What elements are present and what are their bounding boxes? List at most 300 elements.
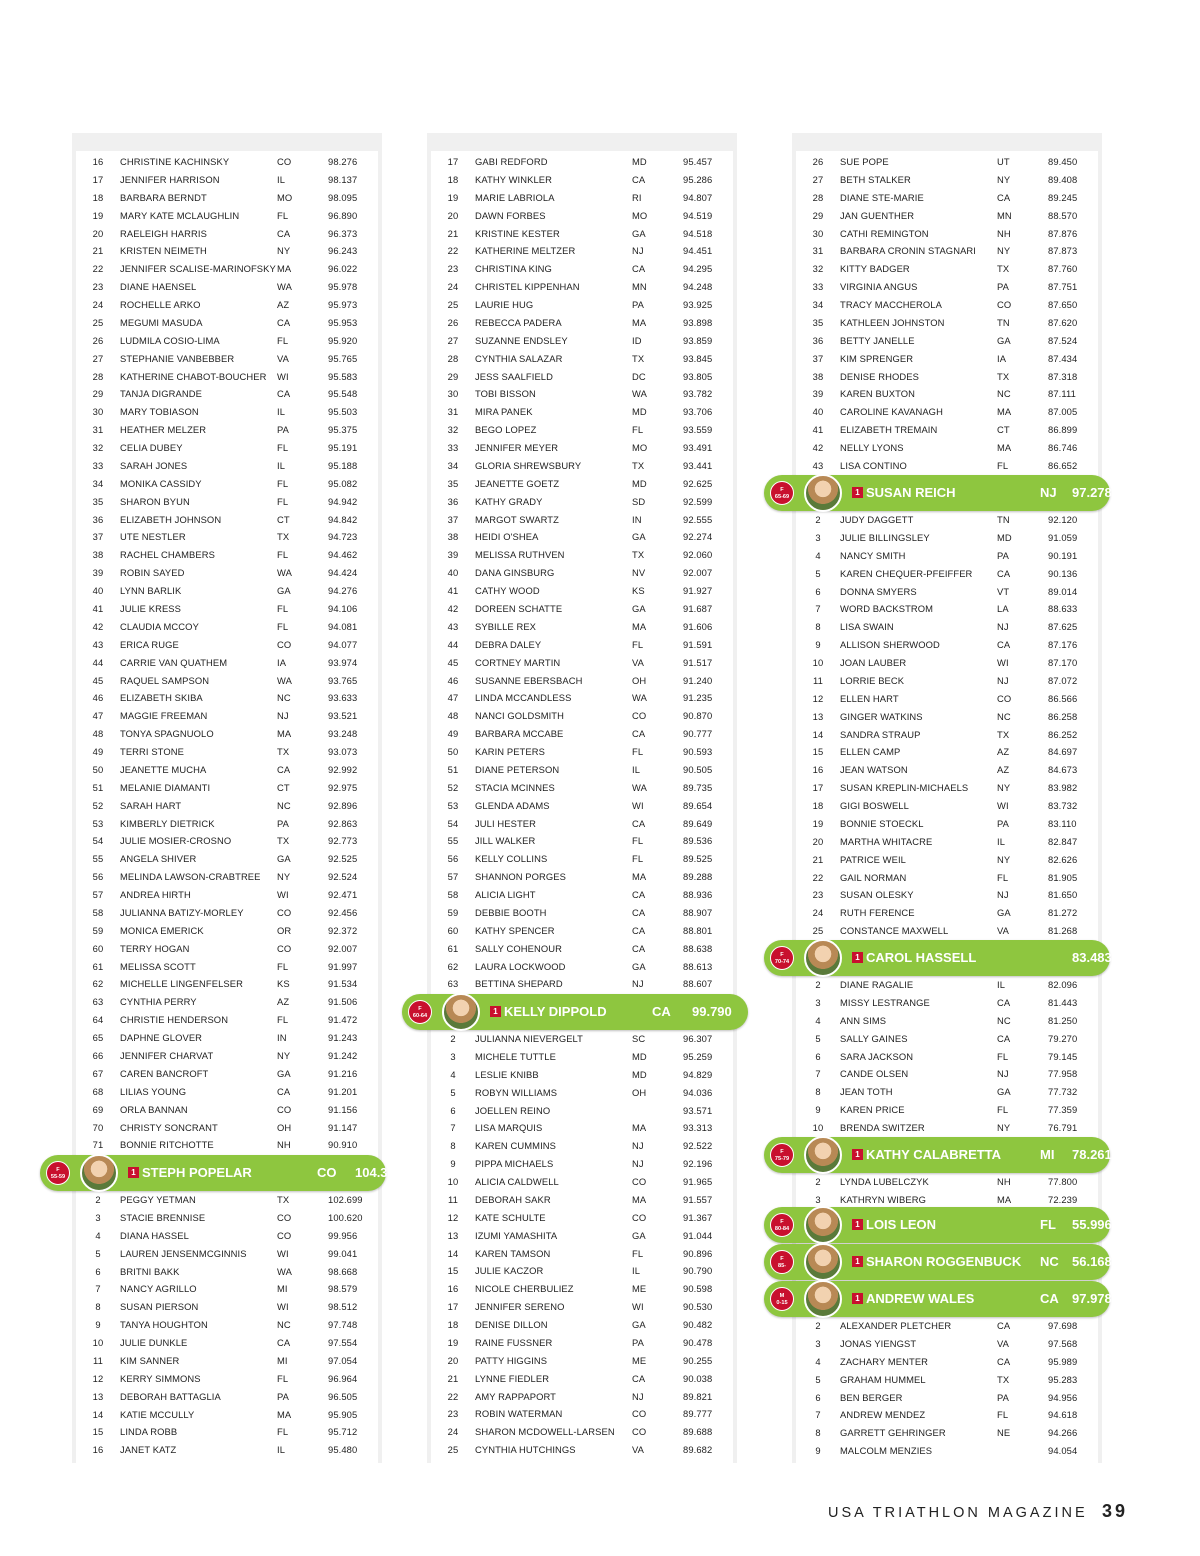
place-number: 20 xyxy=(812,835,824,847)
score: 96.307 xyxy=(683,1033,713,1044)
athlete-name: WORD BACKSTROM xyxy=(840,603,934,615)
state: CA xyxy=(997,1355,1011,1367)
athlete-name: LUDMILA COSIO-LIMA xyxy=(120,334,220,346)
athlete-name: KATHY SPENCER xyxy=(475,924,555,936)
score: 87.751 xyxy=(1048,281,1078,293)
place-number: 4 xyxy=(815,549,821,561)
place-number: 18 xyxy=(447,1319,459,1331)
athlete-name: ROCHELLE ARKO xyxy=(120,299,201,311)
result-row xyxy=(796,278,1098,296)
first-place-marker: 1 xyxy=(852,1149,863,1160)
score: 92.007 xyxy=(683,567,713,579)
score: 89.014 xyxy=(1048,585,1078,597)
winner-name: ANDREW WALES xyxy=(866,1291,975,1306)
winner-name: SHARON ROGGENBUCK xyxy=(866,1254,1022,1269)
result-row xyxy=(431,171,733,189)
state: NJ xyxy=(997,1068,1009,1080)
athlete-name: RACHEL CHAMBERS xyxy=(120,549,215,561)
state: NH xyxy=(997,227,1011,239)
score: 97.568 xyxy=(1048,1337,1078,1349)
state: CO xyxy=(277,942,292,954)
result-row xyxy=(431,403,733,421)
athlete-name: KATHY GRADY xyxy=(475,495,543,507)
result-row xyxy=(431,314,733,332)
result-row xyxy=(76,1101,378,1119)
score: 91.367 xyxy=(683,1211,713,1223)
place-number: 37 xyxy=(812,352,824,364)
place-number: 29 xyxy=(92,388,104,400)
state: CA xyxy=(277,388,291,400)
place-number: 63 xyxy=(447,978,459,990)
state: NC xyxy=(997,710,1011,722)
score: 87.620 xyxy=(1048,316,1078,328)
place-number: 14 xyxy=(92,1408,104,1420)
state: MI xyxy=(277,1354,288,1366)
athlete-photo xyxy=(804,1280,842,1318)
state: CA xyxy=(277,227,291,239)
score: 89.735 xyxy=(683,781,713,793)
state: IL xyxy=(997,979,1006,990)
state: GA xyxy=(277,585,291,597)
result-row xyxy=(431,1262,733,1280)
score: 81.905 xyxy=(1048,871,1078,883)
athlete-name: JENNIFER HARRISON xyxy=(120,173,220,185)
result-row xyxy=(796,833,1098,851)
state: TX xyxy=(277,746,290,758)
result-row xyxy=(431,1370,733,1388)
result-row xyxy=(76,1316,378,1334)
state: CT xyxy=(277,781,290,793)
place-number: 11 xyxy=(448,1193,458,1205)
state: IL xyxy=(997,835,1006,847)
place-number: 17 xyxy=(812,782,824,794)
result-row xyxy=(796,600,1098,618)
state: FL xyxy=(277,960,289,972)
state: IL xyxy=(277,406,286,418)
age-group-badge: F 70-74 xyxy=(770,946,794,970)
score: 83.732 xyxy=(1048,800,1078,812)
state: MA xyxy=(997,1193,1012,1205)
score: 89.682 xyxy=(683,1444,713,1456)
result-row xyxy=(796,457,1098,475)
result-row xyxy=(431,564,733,582)
result-row xyxy=(431,1209,733,1227)
athlete-name: DAWN FORBES xyxy=(475,209,546,221)
place-number: 9 xyxy=(95,1319,101,1331)
athlete-name: PEGGY YETMAN xyxy=(120,1194,196,1205)
result-row xyxy=(796,1030,1098,1048)
place-number: 5 xyxy=(450,1086,456,1098)
result-row xyxy=(796,547,1098,565)
place-number: 36 xyxy=(447,495,459,507)
athlete-name: SUSAN KREPLIN-MICHAELS xyxy=(840,782,969,794)
place-number: 52 xyxy=(92,799,104,811)
result-row xyxy=(76,546,378,564)
place-number: 2 xyxy=(815,1320,821,1331)
place-number: 42 xyxy=(812,442,824,454)
athlete-name: HEIDI O'SHEA xyxy=(475,531,539,543)
result-row xyxy=(76,1423,378,1441)
result-row xyxy=(431,761,733,779)
state: NY xyxy=(277,871,291,883)
result-row xyxy=(796,1012,1098,1030)
winner-state: MI xyxy=(1040,1147,1055,1162)
result-row xyxy=(76,493,378,511)
result-row xyxy=(796,1065,1098,1083)
score: 89.536 xyxy=(683,835,713,847)
result-row xyxy=(796,260,1098,278)
score: 94.842 xyxy=(328,513,358,525)
state: NC xyxy=(997,388,1011,400)
state: OH xyxy=(277,1121,292,1133)
athlete-name: DAPHNE GLOVER xyxy=(120,1032,203,1044)
athlete-name: MARY KATE MCLAUGHLIN xyxy=(120,209,240,221)
place-number: 5 xyxy=(815,567,821,579)
athlete-name: BRITNI BAKK xyxy=(120,1265,180,1277)
state: CO xyxy=(632,710,647,722)
place-number: 42 xyxy=(447,603,459,614)
state: OH xyxy=(632,674,647,686)
result-row xyxy=(431,1334,733,1352)
result-row xyxy=(796,869,1098,887)
place-number: 25 xyxy=(447,1444,459,1456)
state: PA xyxy=(277,817,290,829)
state: VA xyxy=(997,925,1010,937)
winner-state: CO xyxy=(317,1165,337,1180)
score: 98.095 xyxy=(328,191,358,203)
result-row xyxy=(796,565,1098,583)
place-number: 40 xyxy=(812,406,824,418)
result-row xyxy=(796,583,1098,601)
athlete-name: JEAN TOTH xyxy=(840,1086,893,1098)
result-row xyxy=(76,1065,378,1083)
state: NJ xyxy=(632,245,644,257)
result-row xyxy=(431,975,733,993)
athlete-name: TANJA DIGRANDE xyxy=(120,388,202,400)
place-number: 10 xyxy=(447,1176,459,1188)
score: 93.633 xyxy=(328,692,358,704)
score: 94.462 xyxy=(328,549,358,561)
result-row xyxy=(76,1370,378,1388)
state: TN xyxy=(997,514,1010,525)
result-row xyxy=(76,582,378,600)
place-number: 13 xyxy=(92,1390,104,1402)
result-row xyxy=(796,1389,1098,1407)
place-number: 49 xyxy=(447,728,459,740)
result-row xyxy=(76,797,378,815)
athlete-name: IZUMI YAMASHITA xyxy=(475,1229,558,1241)
athlete-name: KAREN CHEQUER-PFEIFFER xyxy=(840,567,973,579)
athlete-name: JULI HESTER xyxy=(475,817,537,829)
result-row xyxy=(431,1316,733,1334)
result-row xyxy=(796,851,1098,869)
score: 87.650 xyxy=(1048,299,1078,311)
athlete-name: CHRISTINE KACHINSKY xyxy=(120,156,230,167)
state: KS xyxy=(277,978,290,990)
result-row xyxy=(76,385,378,403)
state: WI xyxy=(277,889,289,901)
place-number: 16 xyxy=(812,764,824,776)
athlete-name: KATHRYN WIBERG xyxy=(840,1193,926,1205)
score: 88.607 xyxy=(683,978,713,990)
place-number: 27 xyxy=(447,334,459,346)
result-row xyxy=(76,350,378,368)
result-row xyxy=(76,1280,378,1298)
athlete-name: HEATHER MELZER xyxy=(120,424,207,436)
place-number: 44 xyxy=(92,656,104,668)
athlete-name: ALEXANDER PLETCHER xyxy=(840,1320,952,1331)
athlete-name: LAUREN JENSENMCGINNIS xyxy=(120,1247,247,1259)
result-row xyxy=(76,421,378,439)
athlete-name: SUE POPE xyxy=(840,156,889,167)
score: 91.591 xyxy=(683,638,713,650)
athlete-name: JULIANNA BATIZY-MORLEY xyxy=(120,906,244,918)
result-row xyxy=(431,1191,733,1209)
state: MO xyxy=(632,442,648,454)
athlete-name: KATHLEEN JOHNSTON xyxy=(840,316,945,328)
result-row xyxy=(796,976,1098,994)
state: CT xyxy=(997,424,1010,436)
result-row xyxy=(431,439,733,457)
score: 92.863 xyxy=(328,817,358,829)
place-number: 21 xyxy=(447,1372,459,1384)
result-row xyxy=(431,511,733,529)
athlete-name: JULIE MOSIER-CROSNO xyxy=(120,835,232,847)
state: NC xyxy=(277,692,291,704)
place-number: 12 xyxy=(92,1372,104,1384)
state: CO xyxy=(277,1211,292,1223)
result-row xyxy=(76,207,378,225)
result-row xyxy=(796,1371,1098,1389)
athlete-name: ANDREA HIRTH xyxy=(120,889,191,901)
place-number: 28 xyxy=(92,370,104,382)
score: 95.283 xyxy=(1048,1373,1078,1385)
score: 91.534 xyxy=(328,978,358,990)
score: 87.176 xyxy=(1048,639,1078,651)
place-number: 13 xyxy=(812,710,824,722)
athlete-name: SALLY GAINES xyxy=(840,1032,908,1044)
result-row xyxy=(76,225,378,243)
place-number: 31 xyxy=(812,245,824,257)
score: 86.746 xyxy=(1048,442,1078,454)
place-number: 55 xyxy=(447,835,459,847)
score: 87.760 xyxy=(1048,263,1078,275)
state: ME xyxy=(632,1283,647,1295)
athlete-name: ALICIA CALDWELL xyxy=(475,1176,559,1188)
score: 81.272 xyxy=(1048,907,1078,919)
score: 79.145 xyxy=(1048,1050,1078,1062)
athlete-name: MONICA EMERICK xyxy=(120,924,204,936)
score: 90.593 xyxy=(683,746,713,758)
place-number: 23 xyxy=(447,1408,459,1420)
athlete-name: CELIA DUBEY xyxy=(120,442,183,454)
place-number: 38 xyxy=(447,531,459,543)
athlete-photo xyxy=(804,939,842,977)
score: 91.240 xyxy=(683,674,713,686)
athlete-name: CAROLINE KAVANAGH xyxy=(840,406,943,418)
athlete-name: JENNIFER CHARVAT xyxy=(120,1050,214,1061)
result-row xyxy=(76,189,378,207)
athlete-name: GLORIA SHREWSBURY xyxy=(475,459,582,471)
state: MO xyxy=(277,191,293,203)
athlete-name: KAREN TAMSON xyxy=(475,1247,551,1259)
place-number: 65 xyxy=(92,1032,104,1044)
score: 93.974 xyxy=(328,656,358,668)
state: PA xyxy=(997,817,1010,829)
state: OR xyxy=(277,924,292,936)
place-number: 4 xyxy=(815,1014,821,1026)
first-place-marker: 1 xyxy=(852,1293,863,1304)
score: 95.905 xyxy=(328,1408,358,1420)
place-number: 4 xyxy=(450,1068,456,1080)
result-row xyxy=(431,546,733,564)
score: 95.973 xyxy=(328,299,358,311)
winner-state: CA xyxy=(1040,1291,1059,1306)
place-number: 57 xyxy=(92,889,104,901)
place-number: 8 xyxy=(815,621,821,633)
athlete-name: UTE NESTLER xyxy=(120,531,186,543)
place-number: 21 xyxy=(447,227,459,239)
score: 95.375 xyxy=(328,424,358,436)
score: 87.873 xyxy=(1048,245,1078,257)
age-group-badge: F 80-84 xyxy=(770,1213,794,1237)
place-number: 22 xyxy=(92,263,104,275)
state: IN xyxy=(632,513,642,525)
state: IL xyxy=(277,173,286,185)
athlete-name: JESS SAALFIELD xyxy=(475,370,553,382)
state: MD xyxy=(632,477,647,489)
winner-score: 97.978 xyxy=(1072,1291,1112,1306)
score: 90.530 xyxy=(683,1301,713,1313)
place-number: 35 xyxy=(92,495,104,507)
athlete-name: KIM SANNER xyxy=(120,1354,180,1366)
state: NY xyxy=(997,1122,1011,1134)
athlete-name: GABI REDFORD xyxy=(475,156,548,167)
score: 87.434 xyxy=(1048,352,1078,364)
athlete-name: PATTY HIGGINS xyxy=(475,1354,548,1366)
athlete-name: AMY RAPPAPORT xyxy=(475,1390,557,1402)
state: CA xyxy=(632,889,646,901)
result-row xyxy=(796,886,1098,904)
state: FL xyxy=(277,1014,289,1026)
place-number: 18 xyxy=(447,173,459,185)
result-row xyxy=(76,1227,378,1245)
athlete-name: DEBORAH SAKR xyxy=(475,1193,551,1205)
result-row xyxy=(796,350,1098,368)
athlete-name: BONNIE STOECKL xyxy=(840,817,924,829)
athlete-name: BETTY JANELLE xyxy=(840,334,915,346)
result-row xyxy=(796,761,1098,779)
place-number: 32 xyxy=(447,424,459,436)
state: AZ xyxy=(997,764,1010,776)
result-row xyxy=(431,1423,733,1441)
place-number: 41 xyxy=(92,603,104,614)
score: 91.243 xyxy=(328,1032,358,1044)
score: 96.890 xyxy=(328,209,358,221)
score: 93.559 xyxy=(683,424,713,436)
athlete-name: JOELLEN REINO xyxy=(475,1104,551,1116)
place-number: 25 xyxy=(812,925,824,937)
place-number: 19 xyxy=(447,1336,459,1348)
state: PA xyxy=(997,281,1010,293)
state: FL xyxy=(997,1409,1009,1421)
score: 89.654 xyxy=(683,799,713,811)
result-row xyxy=(431,600,733,618)
place-number: 54 xyxy=(92,835,104,847)
place-number: 8 xyxy=(450,1140,456,1152)
athlete-photo xyxy=(442,993,480,1031)
place-number: 15 xyxy=(812,746,824,758)
score: 91.506 xyxy=(328,996,358,1008)
score: 90.790 xyxy=(683,1265,713,1277)
score: 93.845 xyxy=(683,352,713,364)
score: 93.765 xyxy=(328,674,358,686)
first-place-marker: 1 xyxy=(852,487,863,498)
athlete-name: ALLISON SHERWOOD xyxy=(840,639,940,651)
score: 93.706 xyxy=(683,406,713,418)
result-row xyxy=(431,1048,733,1066)
place-number: 43 xyxy=(92,638,104,650)
result-row xyxy=(76,707,378,725)
score: 86.899 xyxy=(1048,424,1078,436)
score: 94.106 xyxy=(328,603,358,614)
state: WI xyxy=(997,657,1009,669)
place-number: 3 xyxy=(815,1193,821,1205)
score: 92.992 xyxy=(328,763,358,775)
score: 99.041 xyxy=(328,1247,358,1259)
athlete-name: MAGGIE FREEMAN xyxy=(120,710,208,722)
score: 93.073 xyxy=(328,746,358,758)
place-number: 34 xyxy=(812,299,824,311)
athlete-name: GIGI BOSWELL xyxy=(840,800,909,812)
place-number: 19 xyxy=(92,209,104,221)
result-row xyxy=(796,171,1098,189)
state: IL xyxy=(277,459,286,471)
result-row xyxy=(431,1155,733,1173)
result-row xyxy=(431,743,733,761)
athlete-name: BARBARA BERNDT xyxy=(120,191,207,203)
result-row xyxy=(76,1263,378,1281)
athlete-name: JEANETTE GOETZ xyxy=(475,477,560,489)
place-number: 3 xyxy=(815,531,821,543)
athlete-name: MISSY LESTRANGE xyxy=(840,996,930,1008)
state: MA xyxy=(277,728,292,740)
state: FL xyxy=(277,495,289,507)
result-row xyxy=(76,975,378,993)
score: 95.920 xyxy=(328,334,358,346)
state: TX xyxy=(997,1373,1010,1385)
athlete-name: CORTNEY MARTIN xyxy=(475,656,561,668)
result-row xyxy=(431,1102,733,1120)
place-number: 50 xyxy=(447,746,459,758)
place-number: 5 xyxy=(95,1247,101,1259)
place-number: 3 xyxy=(450,1050,456,1062)
state: GA xyxy=(632,1229,646,1241)
place-number: 7 xyxy=(815,1068,821,1080)
score: 94.036 xyxy=(683,1086,713,1098)
state: MA xyxy=(632,871,647,883)
athlete-name: LYNN BARLIK xyxy=(120,585,182,597)
score: 97.748 xyxy=(328,1319,358,1331)
place-number: 16 xyxy=(92,156,104,167)
score: 93.248 xyxy=(328,728,358,740)
place-number: 40 xyxy=(92,585,104,597)
result-row xyxy=(76,278,378,296)
state: TX xyxy=(632,549,645,561)
result-row xyxy=(431,636,733,654)
state: MA xyxy=(997,442,1012,454)
state: CA xyxy=(997,191,1011,203)
